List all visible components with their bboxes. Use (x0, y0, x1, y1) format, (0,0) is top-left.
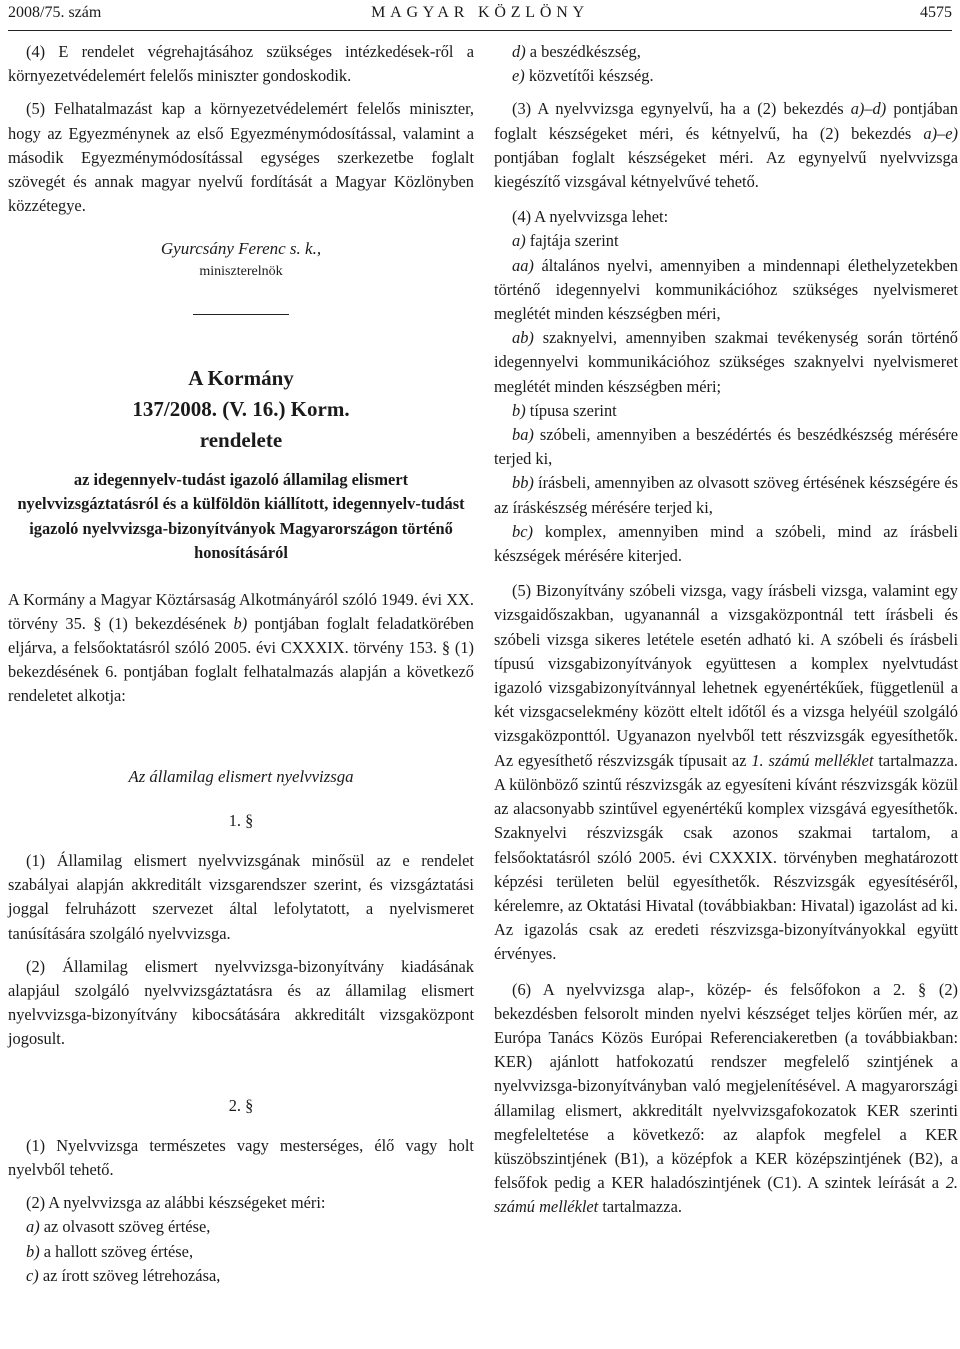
preamble: A Kormány a Magyar Köztársaság Alkotmányáról szóló 1949. évi XX. törvény 35. § (1) bekezdésének b) pontjában foglalt feladatkörében eljárva, a felsőoktatásról szóló 2005. évi CXXXIX. törvény 153. § (1) bekezdésének 6. pontjában foglalt felhatalmazás alapján a következő rendeletet alkotja: (8, 589, 475, 706)
decree-type: rendelete (199, 427, 283, 452)
page-header (8, 4, 952, 26)
list-item: aa) általános nyelvi, amennyiben a mindennapi élethelyzetekben történő idegennyelvi kommunikációhoz szükséges nyelvismeret meglétét minden készségben méri, (494, 255, 958, 324)
paragraph-4: (4) E rendelet végrehajtásához szükséges intézkedések-ről a környezetvédelemért felelős miniszter gondoskodik. (8, 42, 474, 86)
list-item: a) az olvasott szöveg értése, (26, 1217, 211, 1237)
right-column (494, 40, 958, 1220)
signature-block (8, 237, 474, 281)
decree-subject: az idegennyelv-tudást igazoló államilag elismert nyelvvizsgáztatásról és a külföldön kiállított, idegennyelv-tudást igazoló nyelvvizsga-bizonyítványok Magyarországon történő honosításáról (17, 469, 465, 563)
list-item: bb) írásbeli, amennyiben az olvasott szöveg értésének készségére és az íráskészség mérésére terjed ki, (494, 473, 958, 517)
list-item: b) típusa szerint (512, 400, 617, 420)
list-item: ab) szaknyelvi, amennyiben szakmai tevékenység során történő idegennyelvi kommunikációhoz szükséges szaknyelvi nyelvismeret meglétét minden készségben méri; (494, 328, 958, 396)
decree-issuer: A Kormány (188, 365, 294, 390)
signature-name: Gyurcsány Ferenc s. k., (160, 239, 322, 259)
left-column (8, 40, 474, 1288)
list-item: ba) szóbeli, amennyiben a beszédértés és beszédkészség mérésére terjed ki, (494, 425, 958, 469)
list-item: d) a beszédkészség, (512, 42, 641, 61)
r-paragraph-5: (5) Bizonyítvány szóbeli vizsga, vagy írásbeli vizsga, valamint egy vizsgaidőszakban, ugyanannál a vizsgaközpontnál tett írásbeli és szóbeli vizsga sikeres letétele esetén adható ki. A szóbeli és írásbeli típusú vizsgabizonyítványok együttesen a komplex nyelvtudást igazoló vizsgabizonyítvánnyal lehetnek egyenértékűek, függetlenül a két vizsgacselekmény között eltelt időtől és a vizsga helyéül szolgáló vizsgaközponttól. Ugyanazon nyelvből tett részvizsgák egyesíthetők. Az egyesíthető részvizsgák típusait az 1. számú melléklet tartalmazza. A különböző szintű részvizsgák az egyesíteni kívánt részvizsgák közül az alacsonyabb szintűvel egyenértékű komplex vizsgává egyesíthetők. Szaknyelvi részvizsgák csak azonos szakmai tartalom, a felsőoktatásról szóló 2005. évi CXXXIX. törvényben meghatározott képzési területen belül egyesíthetők. Részvizsgák egyesítéséről, kérelemre, az Oktatási Hivatal (továbbiakban: Hivatal) igazolást ad ki. Az igazolás csak az eredeti részvizsga-bizonyítványokkal együtt érvényes. (494, 581, 958, 964)
section-title: Az államilag elismert nyelvvizsga (128, 766, 354, 786)
r-paragraph-6: (6) A nyelvvizsga alap-, közép- és felsőfokon a 2. § (2) bekezdésben felsorolt minden nyelvi készséget teljes körűen mér, az Európa Tanács Közös Európai Referenciakeretben (a továbbiakban: KER) ajánlott hatfokozatú rendszer megfelelő szintjének a nyelvvizsga-bizonyítványban való megjelenítésével. A magyarországi államilag elismert, akkreditált nyelvvizsgafokozatok KER szerinti megfeleltetése a következő: az alapfok megfelel a KER küszöbszintjének (B1), a középfok a KER középszintjének (B2), a felsőfok pedig a KER haladószintjének (C1). A szintek leírását a 2. számú melléklet tartalmazza. (494, 979, 958, 1217)
list-item: b) a hallott szöveg értése, (26, 1241, 194, 1261)
list-item: a) fajtája szerint (512, 231, 619, 251)
list-item: c) az írott szöveg létrehozása, (26, 1265, 221, 1285)
header-rule (8, 30, 952, 31)
section-1-number: 1. § (228, 810, 254, 830)
r-paragraph-4-intro: (4) A nyelvvizsga lehet: (512, 207, 669, 227)
separator-rule (193, 314, 289, 315)
issue-number: 2008/75. szám (8, 4, 102, 21)
section-2-number: 2. § (228, 1095, 254, 1115)
s1-paragraph-2: (2) Államilag elismert nyelvvizsga-bizonyítvány kiadásának alapjául szolgáló nyelvvizsgáztatásra és az államilag elismert nyelvvizsga-bizonyítvány kibocsátására akkreditált vizsgaközpont jogosult. (8, 956, 474, 1049)
s1-paragraph-1: (1) Államilag elismert nyelvvizsgának minősül az e rendelet szabályai alapján akkreditált vizsgarendszer szerint, és vizsgáztatási joggal felruházott szervezet által lefolytatott, a nyelvismeret tanúsítására szolgáló nyelvvizsga. (8, 851, 474, 943)
signature-role: miniszterelnök (199, 263, 283, 279)
s2-paragraph-2: (2) A nyelvvizsga az alábbi készségeket méri: (26, 1193, 326, 1213)
s2-paragraph-1: (1) Nyelvvizsga természetes vagy mesterséges, élő vagy holt nyelvből tehető. (8, 1135, 474, 1180)
decree-number: 137/2008. (V. 16.) Korm. (132, 396, 350, 421)
journal-title: MAGYAR KÖZLÖNY (371, 4, 589, 21)
page-number: 4575 (920, 4, 952, 21)
list-item: e) közvetítői készség. (512, 66, 654, 86)
paragraph-5: (5) Felhatalmazást kap a környezetvédelemért felelős miniszter, hogy az Egyezménynek az első Egyezménymódosítással, valamint a második Egyezménymódosítással egységes szerkezetbe foglalt szövegét és annak magyar nyelvű fordítását a Magyar Közlönyben közzétegye. (8, 99, 474, 216)
list-item: bc) komplex, amennyiben mind a szóbeli, mind az írásbeli készségek mérésére kiterjed. (494, 521, 958, 566)
r-paragraph-3: (3) A nyelvvizsga egynyelvű, ha a (2) bekezdés a)–d) pontjában foglalt készségeket méri, és kétnyelvű, ha (2) bekezdés a)–e) pontjában foglalt készségeket méri. Az egynyelvű nyelvvizsga kiegészítő vizsgával kétnyelvűvé tehető. (494, 99, 958, 192)
